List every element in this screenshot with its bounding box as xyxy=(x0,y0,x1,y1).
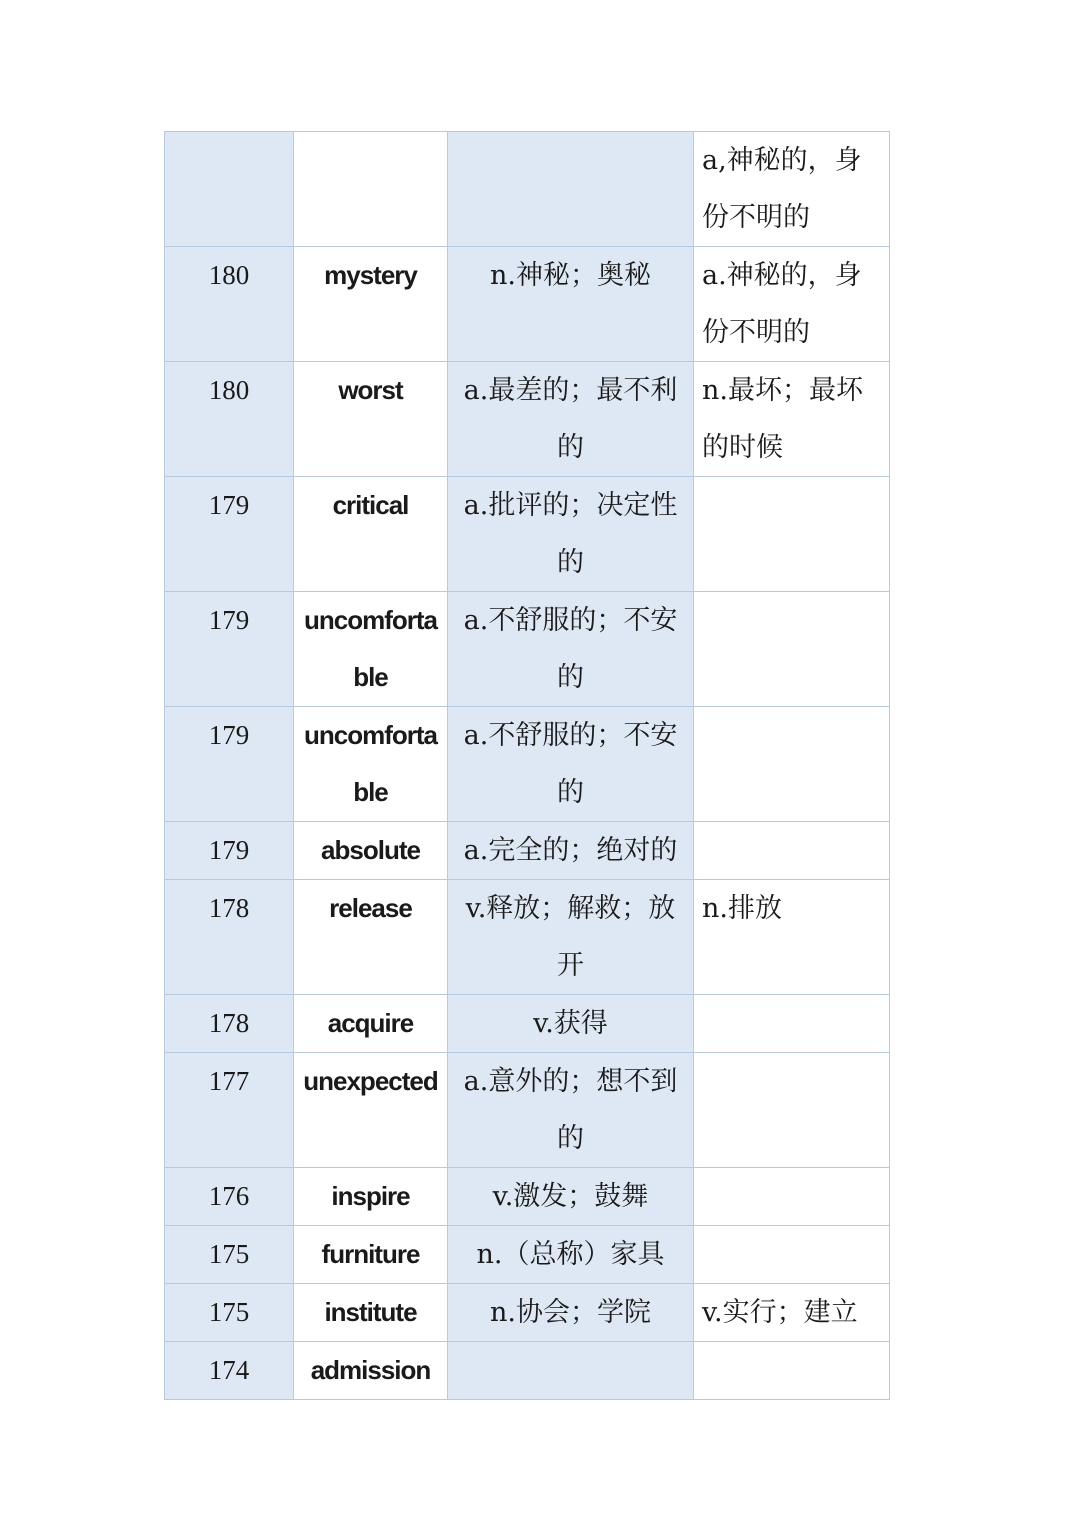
rank-cell: 175 xyxy=(165,1226,294,1284)
meaning-cell: v.激发；鼓舞 xyxy=(448,1168,694,1226)
word-cell: uncomfortable xyxy=(294,592,448,707)
other-meaning-cell: n.排放 xyxy=(694,880,890,995)
table-row xyxy=(165,1053,890,1168)
word-cell: institute xyxy=(294,1284,448,1342)
word-cell: critical xyxy=(294,477,448,592)
word-cell: uncomfortable xyxy=(294,707,448,822)
table-row xyxy=(165,707,890,822)
other-meaning-cell xyxy=(694,1342,890,1400)
table-row xyxy=(165,995,890,1053)
other-meaning-cell xyxy=(694,1168,890,1226)
meaning-cell xyxy=(448,1342,694,1400)
meaning-cell: a.批评的；决定性的 xyxy=(448,477,694,592)
word-cell: furniture xyxy=(294,1226,448,1284)
table-row xyxy=(165,247,890,362)
other-meaning-cell xyxy=(694,707,890,822)
word-cell xyxy=(294,132,448,247)
rank-cell: 179 xyxy=(165,592,294,707)
rank-cell: 177 xyxy=(165,1053,294,1168)
meaning-cell: a.意外的；想不到的 xyxy=(448,1053,694,1168)
rank-cell: 179 xyxy=(165,477,294,592)
meaning-cell: n.协会；学院 xyxy=(448,1284,694,1342)
rank-cell: 174 xyxy=(165,1342,294,1400)
word-cell: release xyxy=(294,880,448,995)
rank-cell: 180 xyxy=(165,362,294,477)
meaning-cell: n.神秘；奥秘 xyxy=(448,247,694,362)
meaning-cell: a.完全的；绝对的 xyxy=(448,822,694,880)
rank-cell xyxy=(165,132,294,247)
rank-cell: 175 xyxy=(165,1284,294,1342)
table-row xyxy=(165,1226,890,1284)
other-meaning-cell xyxy=(694,822,890,880)
table-row xyxy=(165,1284,890,1342)
rank-cell: 180 xyxy=(165,247,294,362)
other-meaning-cell xyxy=(694,592,890,707)
word-cell: unexpected xyxy=(294,1053,448,1168)
meaning-cell: a.最差的；最不利的 xyxy=(448,362,694,477)
word-cell: absolute xyxy=(294,822,448,880)
other-meaning-cell xyxy=(694,477,890,592)
table-row xyxy=(165,592,890,707)
other-meaning-cell: n.最坏；最坏的时候 xyxy=(694,362,890,477)
other-meaning-cell: a,神秘的，身份不明的 xyxy=(694,132,890,247)
rank-cell: 178 xyxy=(165,880,294,995)
other-meaning-cell: a.神秘的，身份不明的 xyxy=(694,247,890,362)
meaning-cell xyxy=(448,132,694,247)
word-cell: admission xyxy=(294,1342,448,1400)
rank-cell: 179 xyxy=(165,707,294,822)
table-row xyxy=(165,362,890,477)
word-cell: inspire xyxy=(294,1168,448,1226)
table-row xyxy=(165,880,890,995)
other-meaning-cell: v.实行；建立 xyxy=(694,1284,890,1342)
table-row xyxy=(165,132,890,247)
word-cell: acquire xyxy=(294,995,448,1053)
table-row xyxy=(165,1168,890,1226)
meaning-cell: v.获得 xyxy=(448,995,694,1053)
table-row xyxy=(165,822,890,880)
word-cell: mystery xyxy=(294,247,448,362)
meaning-cell: n.（总称）家具 xyxy=(448,1226,694,1284)
other-meaning-cell xyxy=(694,995,890,1053)
table-row xyxy=(165,477,890,592)
word-cell: worst xyxy=(294,362,448,477)
table-row xyxy=(165,1342,890,1400)
meaning-cell: a.不舒服的；不安的 xyxy=(448,707,694,822)
meaning-cell: a.不舒服的；不安的 xyxy=(448,592,694,707)
vocab-table xyxy=(164,131,890,1400)
other-meaning-cell xyxy=(694,1226,890,1284)
rank-cell: 176 xyxy=(165,1168,294,1226)
meaning-cell: v.释放；解救；放开 xyxy=(448,880,694,995)
rank-cell: 179 xyxy=(165,822,294,880)
other-meaning-cell xyxy=(694,1053,890,1168)
rank-cell: 178 xyxy=(165,995,294,1053)
vocab-table-body xyxy=(165,132,890,1400)
